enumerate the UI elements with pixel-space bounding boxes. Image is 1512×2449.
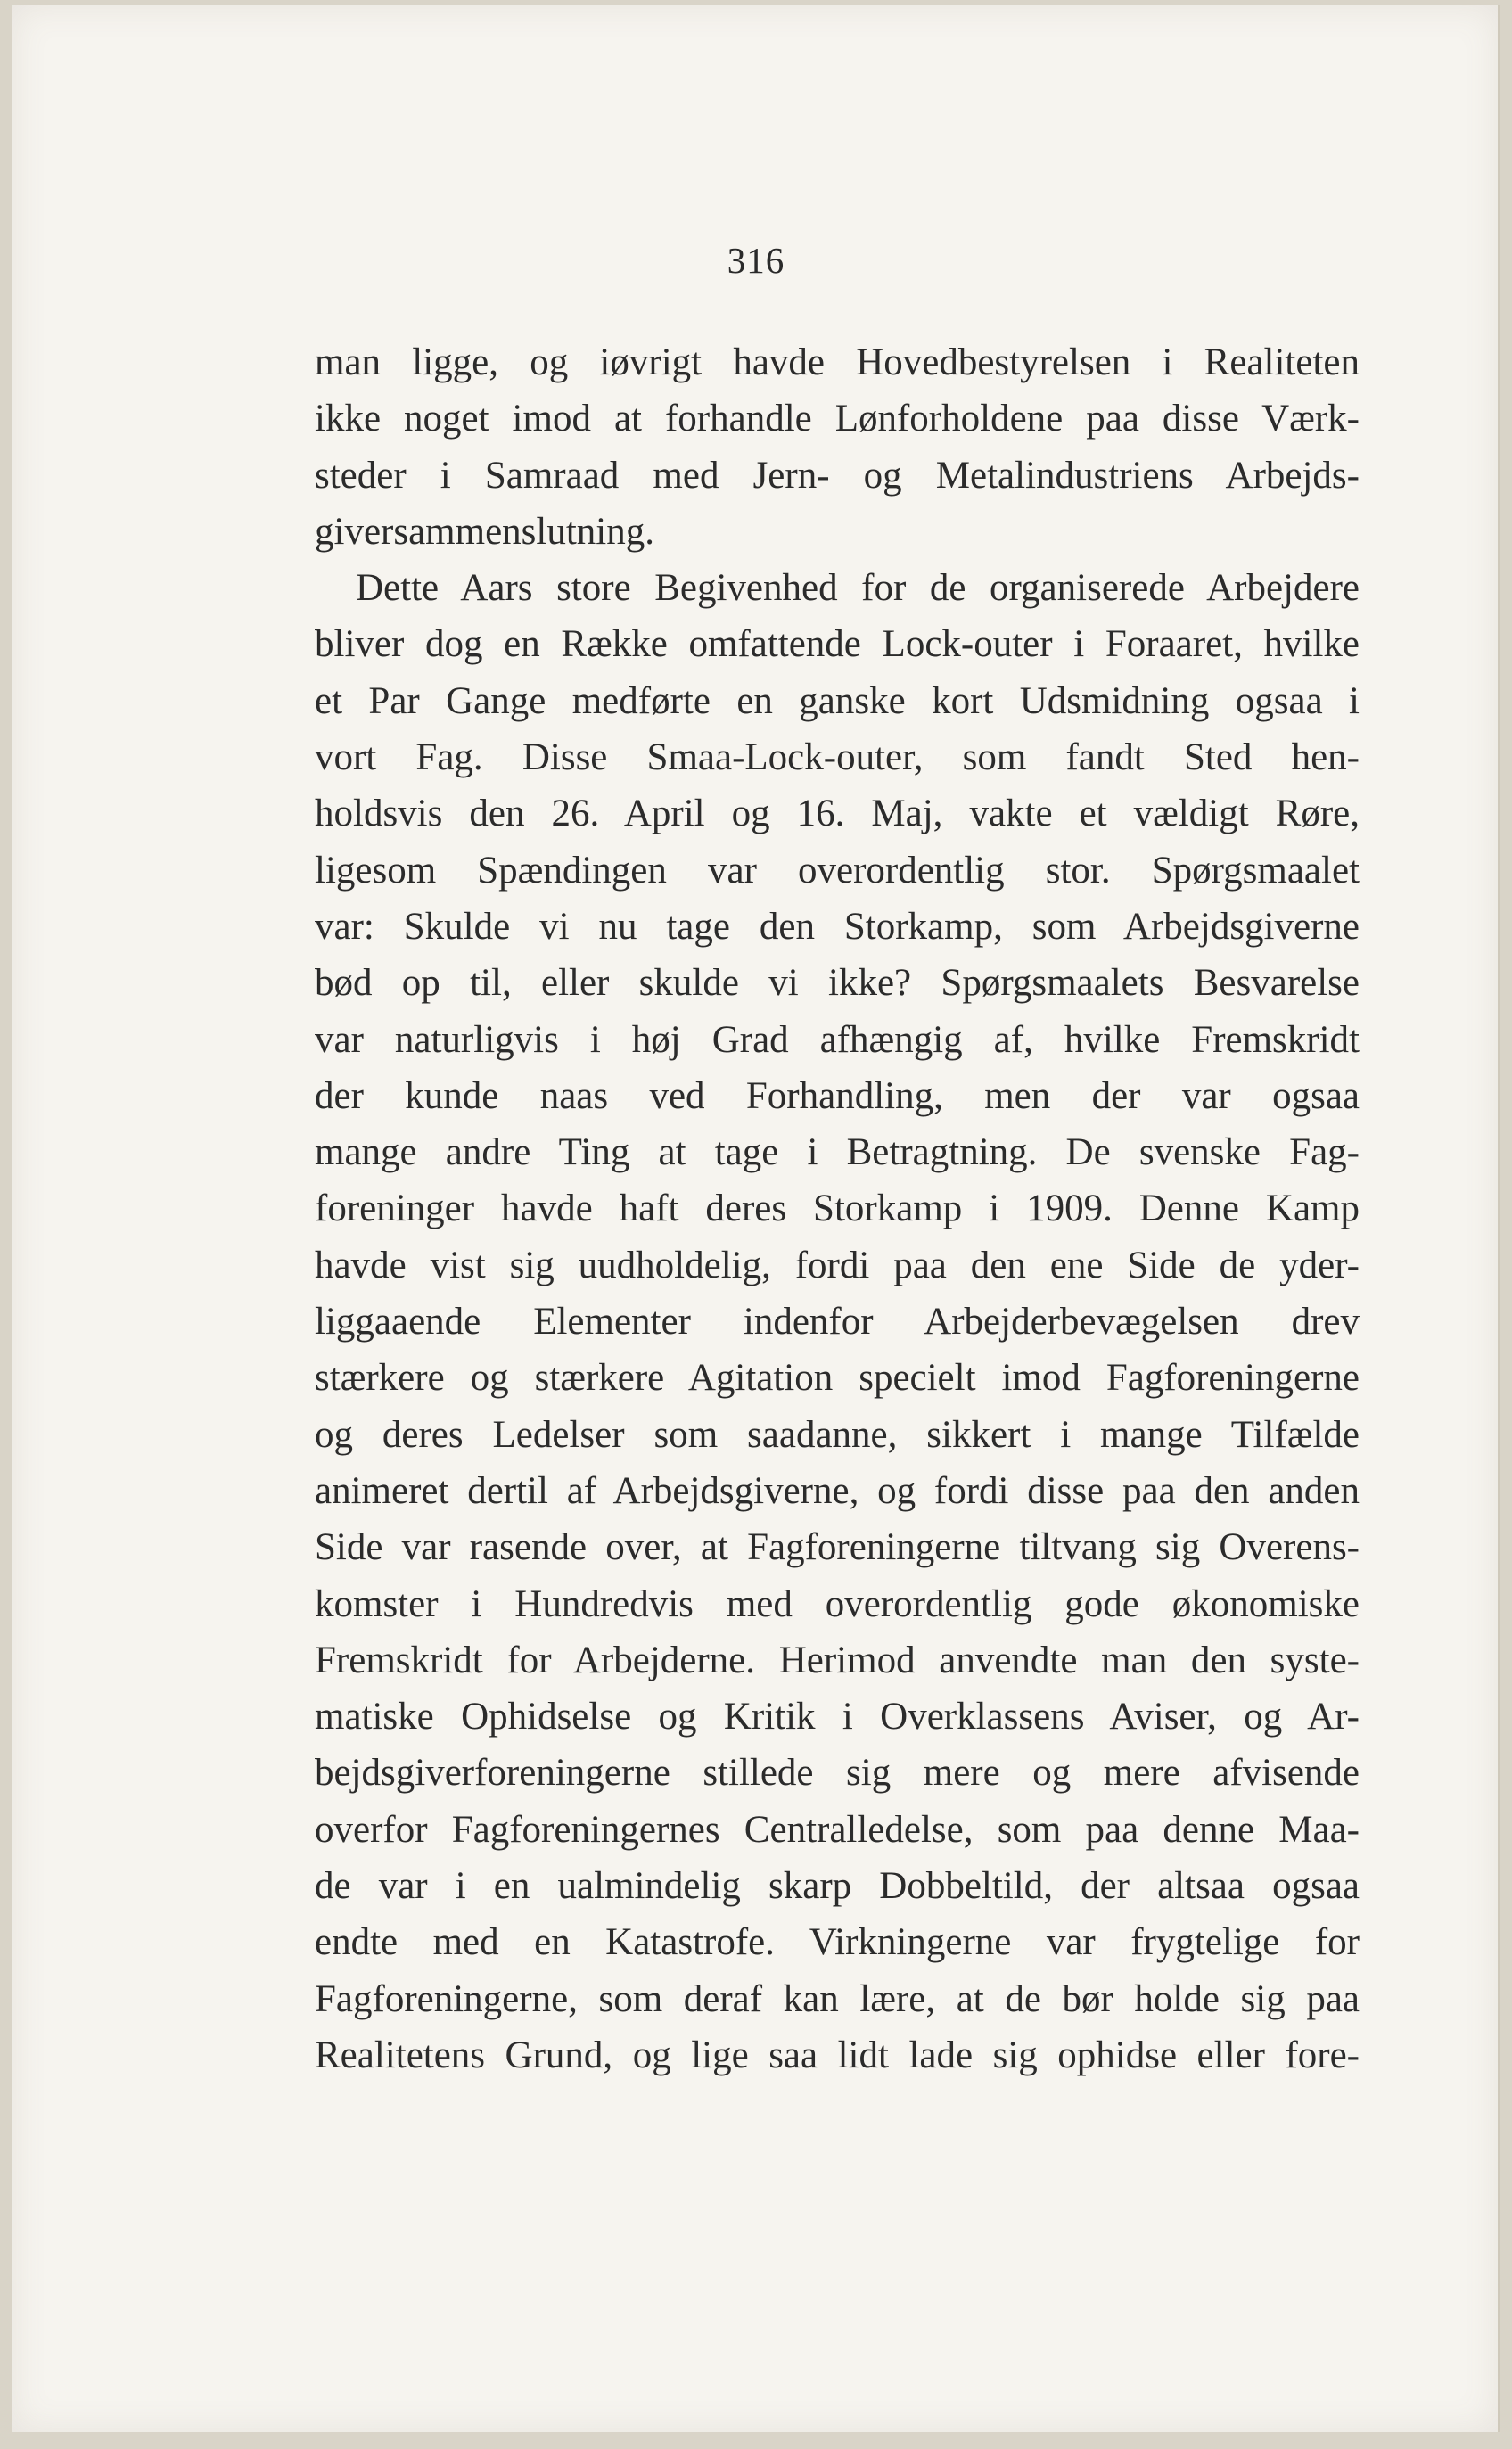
text-line: man ligge, og iøvrigt havde Hovedbestyrelsen i Realiteten: [315, 341, 1360, 383]
text-line: matiske Ophidselse og Kritik i Overklassens Aviser, og Ar-: [315, 1696, 1360, 1738]
page-number: 316: [727, 240, 785, 281]
body-text: [315, 334, 1360, 2083]
text-line: giversammenslutning.: [315, 510, 654, 553]
text-line: komster i Hundredvis med overordentlig gode økonomiske: [315, 1582, 1360, 1625]
text-line: bliver dog en Række omfattende Lock-outer i Foraaret, hvilke: [315, 623, 1360, 666]
text-line: var: Skulde vi nu tage den Storkamp, som Arbejdsgiverne: [315, 905, 1360, 948]
text-line: ligesom Spændingen var overordentlig stor. Spørgsmaalet: [315, 849, 1360, 892]
text-line: vort Fag. Disse Smaa-Lock-outer, som fandt Sted hen-: [315, 736, 1360, 779]
text-line: mange andre Ting at tage i Betragtning. De svenske Fag-: [315, 1131, 1360, 1174]
text-line: Fagforeningerne, som deraf kan lære, at de bør holde sig paa: [315, 1977, 1360, 2020]
text-line: et Par Gange medførte en ganske kort Udsmidning ogsaa i: [315, 679, 1360, 722]
text-line: var naturligvis i høj Grad afhængig af, hvilke Fremskridt: [315, 1018, 1360, 1061]
text-line: bød op til, eller skulde vi ikke? Spørgsmaalets Besvarelse: [315, 962, 1360, 1005]
text-line: overfor Fagforeningernes Centralledelse, som paa denne Maa-: [315, 1808, 1360, 1851]
text-line: endte med en Katastrofe. Virkningerne var frygtelige for: [315, 1921, 1360, 1964]
text-line: Dette Aars store Begivenhed for de organiserede Arbejdere: [356, 567, 1360, 610]
text-line: Fremskridt for Arbejderne. Herimod anvendte man den syste-: [315, 1639, 1360, 1681]
text-line: holdsvis den 26. April og 16. Maj, vakte et vældigt Røre,: [315, 793, 1360, 835]
text-line: ikke noget imod at forhandle Lønforholdene paa disse Værk-: [315, 398, 1360, 440]
text-line: foreninger havde haft deres Storkamp i 1909. Denne Kamp: [315, 1188, 1360, 1230]
text-line: Realitetens Grund, og lige saa lidt lade sig ophidse eller fore-: [315, 2034, 1360, 2076]
text-line: liggaaende Elementer indenfor Arbejderbevægelsen drev: [315, 1301, 1360, 1344]
text-line: havde vist sig uudholdelig, fordi paa den ene Side de yder-: [315, 1244, 1360, 1286]
text-line: og deres Ledelser som saadanne, sikkert i mange Tilfælde: [315, 1413, 1360, 1456]
text-line: de var i en ualmindelig skarp Dobbeltild, der altsaa ogsaa: [315, 1865, 1360, 1908]
text-line: steder i Samraad med Jern- og Metalindustriens Arbejds-: [315, 454, 1360, 497]
text-line: der kunde naas ved Forhandling, men der var ogsaa: [315, 1074, 1360, 1117]
text-line: animeret dertil af Arbejdsgiverne, og fordi disse paa den anden: [315, 1469, 1360, 1512]
text-line: bejdsgiverforeningerne stillede sig mere og mere afvisende: [315, 1752, 1360, 1795]
text-line: Side var rasende over, at Fagforeningerne tiltvang sig Overens-: [315, 1526, 1360, 1569]
text-line: stærkere og stærkere Agitation specielt imod Fagforeningerne: [315, 1357, 1360, 1400]
